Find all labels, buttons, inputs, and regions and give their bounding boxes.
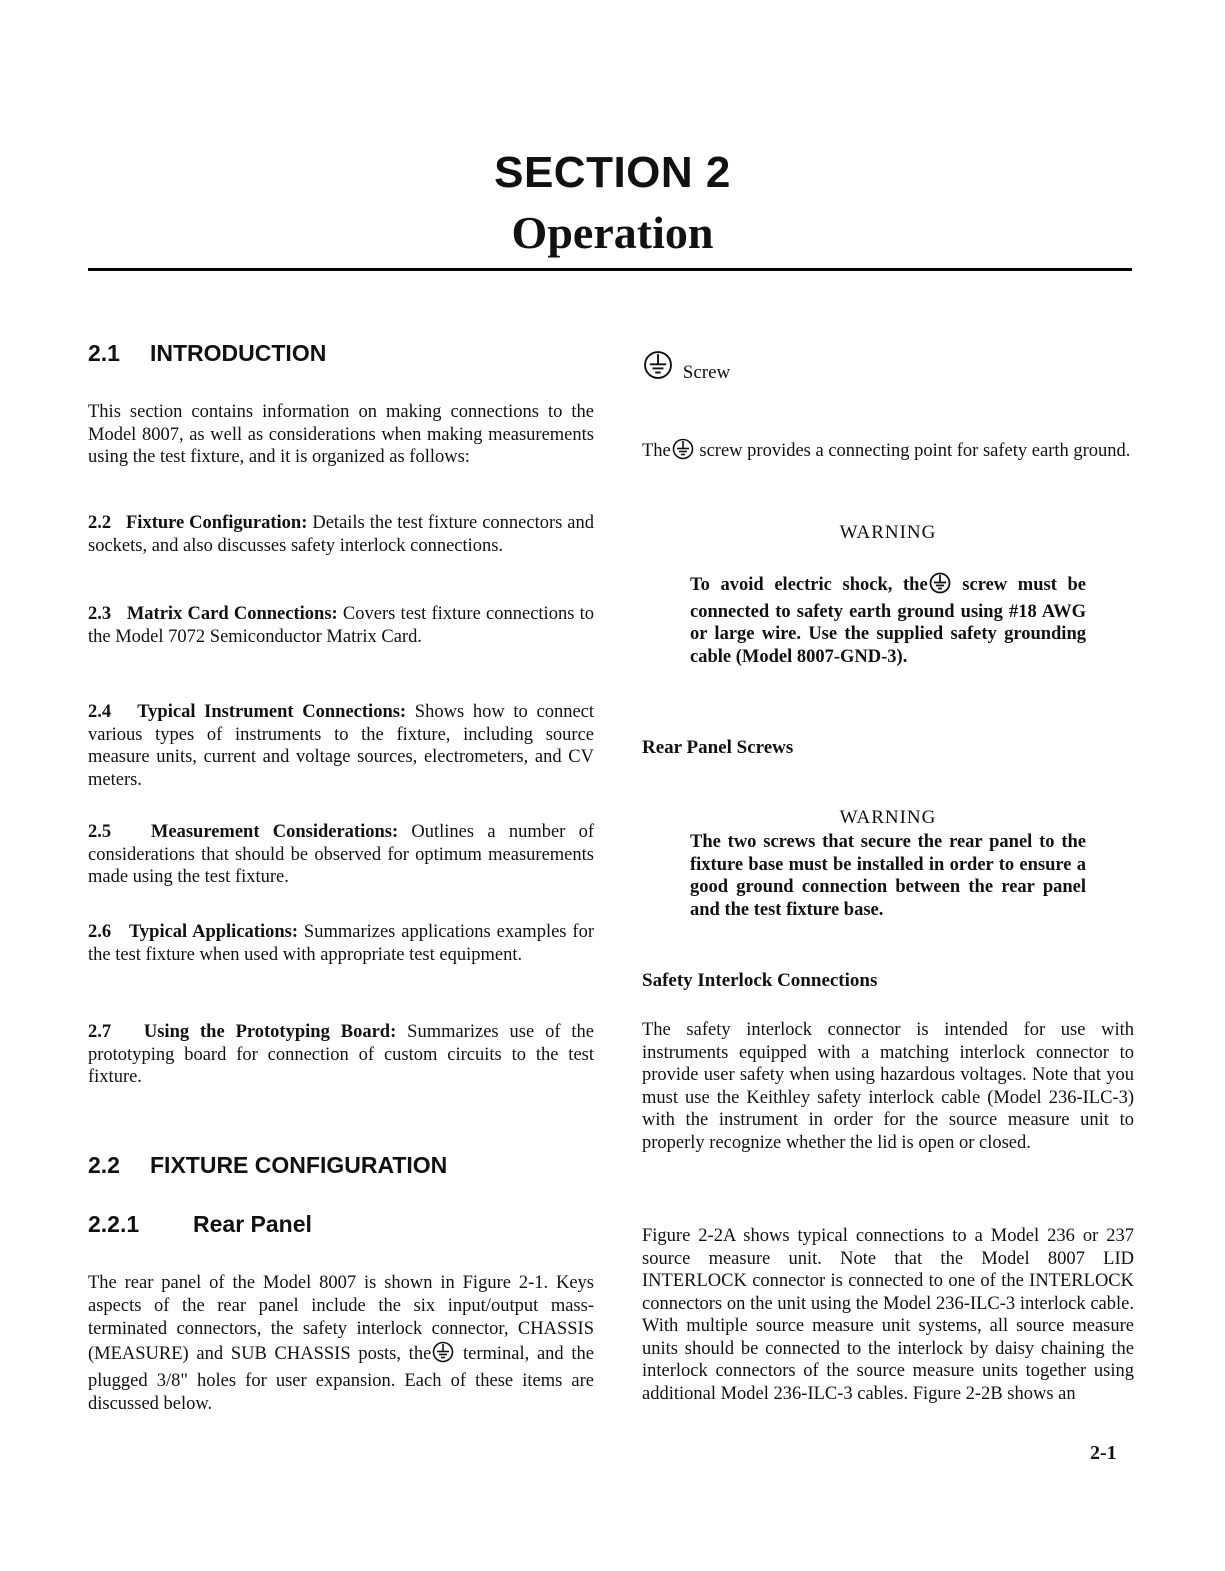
ground-icon xyxy=(432,1341,454,1370)
rear-panel-paragraph: The rear panel of the Model 8007 is shown in Figure 2-1. Keys aspects of the rear panel include the six input/output mass-terminated connectors, the safety interlock connector, CHASSIS (MEASURE) and SUB CHASSIS posts, the terminal, and the plugged 3/8" holes for user expansion. Each of these items are discussed below. xyxy=(88,1273,594,1414)
screw-paragraph: The screw provides a connecting point for safety earth ground. xyxy=(642,438,1134,467)
toc-item: 2.2 Fixture Configuration: Details the test fixture connectors and sockets, and also discusses safety interlock connections. xyxy=(88,513,594,556)
intro-paragraph: This section contains information on making connections to the Model 8007, as well as considerations when making measurements using the test fixture, and it is organized as follows: xyxy=(88,402,594,467)
heading-number: 2.1 xyxy=(88,340,120,366)
ground-icon xyxy=(672,438,694,467)
heading-text: FIXTURE CONFIGURATION xyxy=(150,1152,448,1178)
heading-text: INTRODUCTION xyxy=(150,340,327,366)
toc-item: 2.7 Using the Prototyping Board: Summarizes use of the prototyping board for connection of custom circuits to the test fixture. xyxy=(88,1022,595,1087)
ground-icon xyxy=(643,350,673,386)
heading-fixture-configuration xyxy=(88,1152,594,1179)
interlock-paragraph-2: Figure 2-2A shows typical connections to a Model 236 or 237 source measure unit. Note that the Model 8007 LID INTERLOCK connector is connected to one of the INTERLOCK connectors on the unit using the Model 236-ILC-3 interlock cable. With multiple source measure unit systems, all source measure units should be connected to the interlock by daisy chaining the interlock connectors of the source measure units together using additional Model 236-ILC-3 cables. Figure 2-2B shows an xyxy=(642,1226,1134,1404)
warning-heading: WARNING xyxy=(839,807,937,828)
heading-number: 2.2 xyxy=(88,1152,120,1178)
heading-introduction xyxy=(88,340,594,367)
warning-text: To avoid electric shock, the screw must be connected to safety earth ground using #18 AWG or large wire. Use the supplied safety grounding cable (Model 8007-GND-3). xyxy=(690,572,1086,668)
page-number: 2-1 xyxy=(1090,1442,1117,1464)
toc-item: 2.3 Matrix Card Connections: Covers test fixture connections to the Model 7072 Semiconductor Matrix Card. xyxy=(88,604,595,647)
heading-rear-panel xyxy=(88,1211,594,1238)
toc-item: 2.5 Measurement Considerations: Outlines a number of considerations that should be observed for optimum measurements made using the test fixture. xyxy=(88,822,595,887)
heading-text: Rear Panel xyxy=(193,1211,312,1237)
section-title: Operation xyxy=(511,207,714,258)
rear-panel-screws-heading: Rear Panel Screws xyxy=(642,737,794,758)
toc-item: 2.6 Typical Applications: Summarizes applications examples for the test fixture when used with appropriate test equipment. xyxy=(88,922,595,965)
section-number: SECTION 2 xyxy=(494,148,731,197)
warning-text: The two screws that secure the rear panel to the fixture base must be installed in order to ensure a good ground connection between the rear panel and the test fixture base. xyxy=(690,832,1086,920)
screw-heading: Screw xyxy=(642,350,1134,386)
heading-number: 2.2.1 xyxy=(88,1211,140,1237)
toc-item: 2.4 Typical Instrument Connections: Shows how to connect various types of instruments to the fixture, including source measure units, current and voltage sources, electrometers, and CV meters. xyxy=(88,702,595,790)
interlock-paragraph: The safety interlock connector is intended for use with instruments equipped with a matching interlock connector to provide user safety when using hazardous voltages. Note that you must use the Keithley safety interlock cable (Model 236-ILC-3) with the instrument in order for the source measure unit to properly recognize whether the lid is open or closed. xyxy=(642,1020,1134,1153)
warning-heading: WARNING xyxy=(839,522,937,543)
safety-interlock-heading: Safety Interlock Connections xyxy=(642,970,878,991)
ground-icon xyxy=(929,572,951,601)
title-rule xyxy=(88,268,1132,271)
